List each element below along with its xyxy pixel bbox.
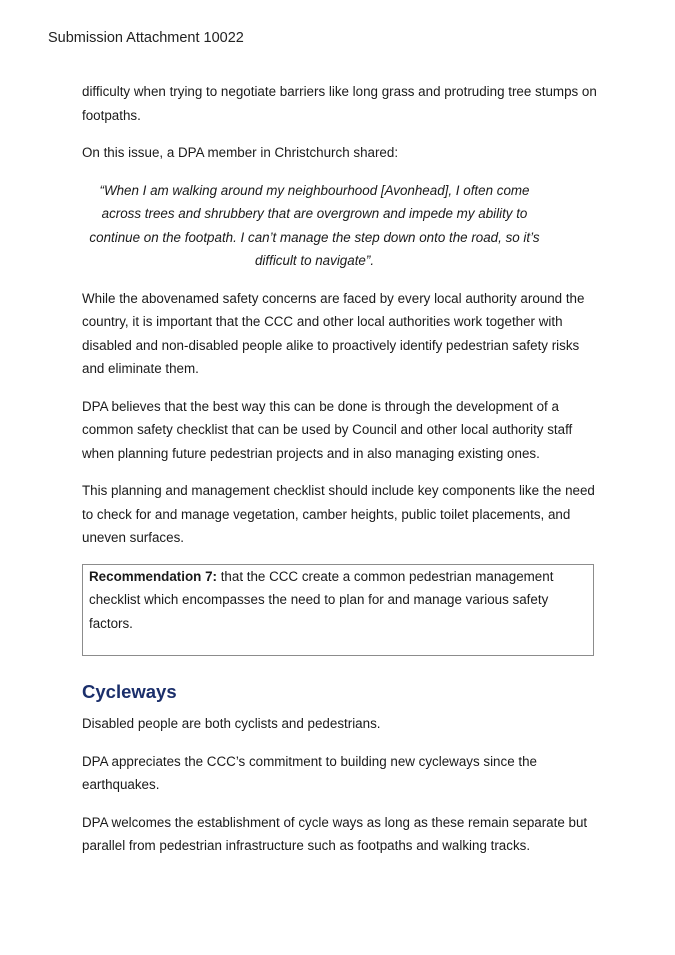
paragraph-barriers: difficulty when trying to negotiate barriers like long grass and protruding tree stumps on footpaths. bbox=[82, 84, 597, 123]
member-quote: “When I am walking around my neighbourhood [Avonhead], I often come across trees and shrubbery that are overgrown and impede my ability to continue on the footpath. I can’t manage the step down onto the road, so it’s difficult to navigate”. bbox=[89, 182, 540, 268]
document-body bbox=[82, 80, 602, 872]
document-header: Submission Attachment 10022 bbox=[48, 30, 244, 46]
paragraph-safety-concerns: While the abovenamed safety concerns are faced by every local authority around the country, it is important that the CCC and other local authorities work together with disabled and non-disabled people alike to proactively identify pedestrian safety risks and eliminate them. bbox=[82, 290, 585, 376]
paragraph-cycleways-separate: DPA welcomes the establishment of cycle ways as long as these remain separate but parallel from pedestrian infrastructure such as footpaths and walking tracks. bbox=[82, 814, 588, 853]
section-heading-cycleways: Cycleways bbox=[82, 681, 177, 702]
recommendation-text: that the CCC create a common pedestrian management checklist which encompasses the need to plan for and manage various safety factors. bbox=[89, 568, 554, 631]
recommendation-label: Recommendation 7: bbox=[89, 568, 217, 584]
recommendation-box bbox=[82, 564, 594, 657]
paragraph-cyclists-pedestrians: Disabled people are both cyclists and pedestrians. bbox=[82, 716, 381, 731]
paragraph-checklist-components: This planning and management checklist should include key components like the need to check for and manage vegetation, camber heights, public toilet placements, and uneven surfaces. bbox=[82, 483, 595, 545]
paragraph-cycleways-commitment: DPA appreciates the CCC’s commitment to building new cycleways since the earthquakes. bbox=[82, 753, 537, 792]
paragraph-member-shared: On this issue, a DPA member in Christchurch shared: bbox=[82, 145, 399, 160]
paragraph-checklist-development: DPA believes that the best way this can be done is through the development of a common safety checklist that can be used by Council and other local authority staff when planning future pedestrian projects and in also managing existing ones. bbox=[82, 398, 573, 461]
